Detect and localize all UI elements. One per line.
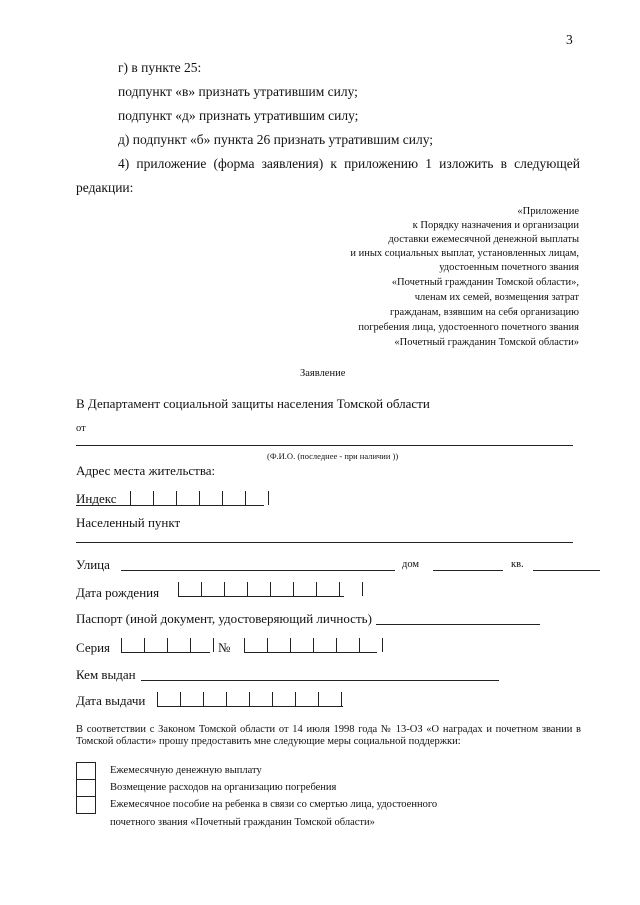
appendix-header-line: «Почетный гражданин Томской области», — [391, 277, 579, 288]
series-underline — [121, 652, 210, 653]
appendix-header-line: «Почетный гражданин Томской области» — [394, 337, 579, 348]
appendix-header-line: погребения лица, удостоенного почетного звания — [358, 322, 579, 333]
option-label: Возмещение расходов на организацию погребения — [110, 782, 337, 793]
street-field[interactable] — [121, 570, 395, 571]
option-label: Ежемесячное пособие на ребенка в связи со смертью лица, удостоенного — [110, 799, 438, 810]
amendment-line: подпункт «д» признать утратившим силу; — [118, 108, 359, 123]
appendix-header-line: и иных социальных выплат, установленных лицам, — [350, 248, 579, 259]
birth-label: Дата рождения — [76, 585, 160, 600]
series-boxes[interactable] — [121, 638, 214, 652]
issue-date-label: Дата выдачи — [76, 693, 146, 708]
address-label: Адрес места жительства: — [76, 463, 216, 478]
house-field[interactable] — [433, 570, 503, 571]
fio-field[interactable] — [76, 445, 573, 446]
from-label: от — [76, 423, 86, 434]
index-label: Индекс — [76, 491, 117, 506]
locality-field[interactable] — [76, 542, 573, 543]
issued-by-field[interactable] — [141, 680, 499, 681]
option-label-continuation: почетного звания «Почетный гражданин Томской области» — [110, 817, 375, 828]
birth-underline — [178, 596, 344, 597]
apt-label: кв. — [511, 559, 524, 570]
appendix-header-line: удостоенным почетного звания — [439, 262, 579, 273]
checkbox-child-allowance[interactable] — [76, 796, 96, 814]
appendix-header-line: к Порядку назначения и организации — [412, 220, 579, 231]
passport-field[interactable] — [376, 624, 540, 625]
birth-date-boxes[interactable] — [178, 582, 363, 596]
appendix-header-line: «Приложение — [517, 206, 579, 217]
checkbox-burial-compensation[interactable] — [76, 779, 96, 797]
series-label: Серия — [76, 640, 111, 655]
statement-text: В соответствии с Законом Томской области от 14 июля 1998 года № 13-ОЗ «О наградах и почетном звании в Томской области» прошу предоставить мне следующие меры социальной поддержки: — [76, 724, 581, 747]
fio-hint: (Ф.И.О. (последнее - при наличии )) — [267, 451, 399, 461]
locality-label: Населенный пункт — [76, 515, 181, 530]
index-boxes[interactable] — [130, 491, 269, 505]
passport-label: Паспорт (иной документ, удостоверяющий личность) — [76, 611, 372, 626]
appendix-header-line: членам их семей, возмещения затрат — [414, 292, 579, 303]
amendment-line: д) подпункт «б» пункта 26 признать утратившим силу; — [118, 132, 434, 147]
issue-date-boxes[interactable] — [157, 692, 342, 706]
issue-date-underline — [157, 706, 343, 707]
amendment-line: 4) приложение (форма заявления) к приложению 1 изложить в следующей — [118, 156, 580, 171]
addressee: В Департамент социальной защиты населения Томской области — [76, 396, 430, 411]
number-label: № — [218, 640, 231, 655]
option-label: Ежемесячную денежную выплату — [110, 765, 262, 776]
amendment-line: г) в пункте 25: — [118, 60, 202, 75]
house-label: дом — [402, 559, 420, 570]
form-title: Заявление — [300, 368, 346, 379]
amendment-line: подпункт «в» признать утратившим силу; — [118, 84, 358, 99]
street-label: Улица — [76, 557, 110, 572]
number-boxes[interactable] — [244, 638, 383, 652]
index-underline — [76, 505, 264, 506]
apt-field[interactable] — [533, 570, 600, 571]
amendment-line: редакции: — [76, 180, 134, 195]
checkbox-monthly-payment[interactable] — [76, 762, 96, 780]
page-number: 3 — [566, 32, 573, 47]
number-underline — [244, 652, 377, 653]
issued-by-label: Кем выдан — [76, 667, 136, 682]
appendix-header-line: доставки ежемесячной денежной выплаты — [388, 234, 579, 245]
appendix-header-line: гражданам, взявшим на себя организацию — [390, 307, 579, 318]
